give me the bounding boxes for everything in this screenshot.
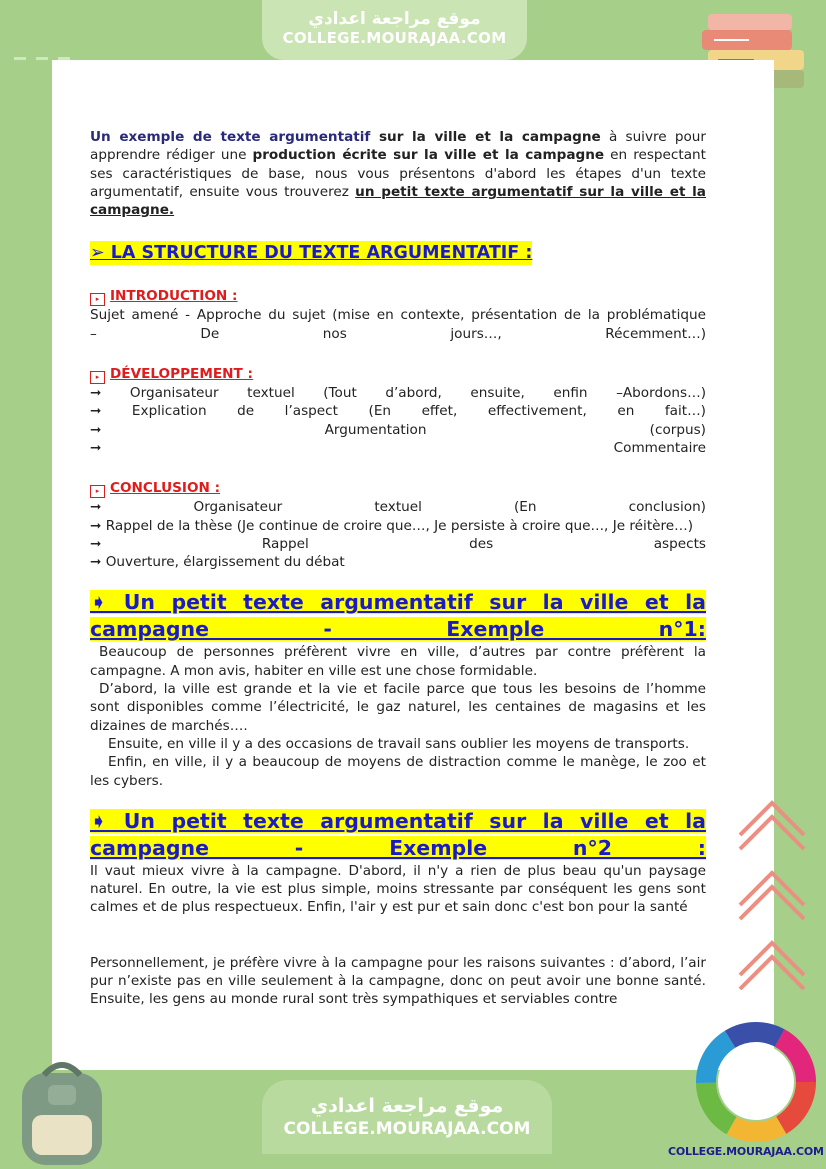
example2-heading	[90, 808, 706, 862]
example1-paragraph: Enfin, en ville, il y a beaucoup de moyens de distraction comme le manège, le zoo et les cybers.	[90, 754, 706, 789]
footer-banner	[262, 1080, 552, 1154]
intro-link[interactable]: un petit texte argumentatif sur la ville et la campagne.	[90, 183, 706, 219]
intro-paragraph	[90, 128, 706, 219]
backpack-icon	[8, 1055, 116, 1169]
example1-paragraph: Beaucoup de personnes préfèrent vivre en ville, d’autres par contre préfèrent la campagne. A mon avis, habiter en ville est une chose formidable.	[90, 644, 706, 679]
intro-text-2: en respectant ses caractéristiques de base, nous vous présentons d'abord les étapes d'un texte argumentatif, ensuite vous trouverez	[90, 147, 706, 200]
intro-bold: production écrite sur la ville et la campagne	[252, 147, 605, 164]
chevron-up-decoration-icon	[736, 795, 808, 1015]
introduction-heading	[90, 287, 706, 306]
example1-heading	[90, 589, 706, 643]
conclusion-heading	[90, 479, 706, 498]
conclusion-line: ➞ Organisateur textuel (En conclusion)	[90, 499, 706, 516]
example2-heading-text: ➧ Un petit texte argumentatif sur la ville et la campagne - Exemple n°2 :	[90, 808, 706, 860]
developpement-line: ➞ Commentaire	[90, 439, 706, 456]
example1-paragraph: Ensuite, en ville il y a des occasions de travail sans oublier les moyens de transports.	[108, 735, 690, 752]
conclusion-line: ➞ Ouverture, élargissement du débat	[90, 554, 345, 571]
example1-paragraph: D’abord, la ville est grande et la vie et facile parce que tous les besoins de l’homme sont disponibles comme l’électricité, le gaz naturel, les centaines de magasins et les dizaines de marchés….	[90, 681, 706, 734]
introduction-heading-text: INTRODUCTION :	[110, 288, 238, 305]
developpement-line: ➞ Explication de l’aspect (En effet, effectivement, en fait…)	[90, 403, 706, 420]
footer-site-link[interactable]: COLLEGE.MOURAJAA.COM	[283, 1119, 531, 1139]
bullet-box-icon: ▸	[90, 293, 105, 306]
header-banner	[262, 0, 527, 60]
bullet-box-icon: ▸	[90, 371, 105, 384]
conclusion-line: ➞ Rappel des aspects	[90, 535, 706, 552]
developpement-heading-text: DÉVELOPPEMENT :	[110, 366, 253, 383]
conclusion-heading-text: CONCLUSION :	[110, 480, 221, 497]
header-site-link[interactable]: COLLEGE.MOURAJAA.COM	[282, 29, 507, 47]
header-arabic-title: موقع مراجعة اعدادي	[308, 9, 481, 29]
developpement-line: ➞ Argumentation (corpus)	[90, 421, 706, 438]
intro-text-1: à suivre pour apprendre rédiger une	[90, 129, 706, 164]
footer-arabic-title: موقع مراجعة اعدادي	[310, 1095, 504, 1117]
developpement-heading	[90, 365, 706, 384]
developpement-line: ➞ Organisateur textuel (Tout d’abord, ensuite, enfin –Abordons…)	[90, 385, 706, 402]
logo-site-text: COLLEGE.MOURAJAA.COM	[668, 1145, 824, 1158]
document-content	[90, 128, 706, 1009]
example2-paragraph: Personnellement, je préfère vivre à la campagne pour les raisons suivantes : d’abord, l’air pur n’existe pas en ville seulement à la campagne, donc on peut avoir une bonne santé. Ensuite, les gens au monde rural sont très sympathiques et serviables contre	[90, 954, 706, 1008]
bullet-box-icon: ▸	[90, 485, 105, 498]
introduction-line: – De nos jours…, Récemment…)	[90, 325, 706, 342]
introduction-line: Sujet amené - Approche du sujet (mise en contexte, présentation de la problématique	[90, 307, 706, 324]
intro-lead: Un exemple de texte argumentatif	[90, 129, 371, 145]
example1-heading-text: ➧ Un petit texte argumentatif sur la ville et la campagne - Exemple n°1:	[90, 590, 706, 642]
college-logo-icon	[696, 1022, 816, 1142]
conclusion-line: ➞ Rappel de la thèse (Je continue de croire que…, Je persiste à croire que…, Je réitère…)	[90, 517, 694, 534]
intro-topic: sur la ville et la campagne	[370, 129, 601, 145]
example2-paragraph: Il vaut mieux vivre à la campagne. D'abord, il n'y a rien de plus beau qu'un paysage naturel. En outre, la vie est plus simple, moins stressante par conséquent les gens sont calmes et de plus respectueux. Enfin, l'air y est pur et sain donc c'est bon pour la santé	[90, 862, 706, 916]
structure-heading: ➢ LA STRUCTURE DU TEXTE ARGUMENTATIF :	[90, 243, 533, 264]
